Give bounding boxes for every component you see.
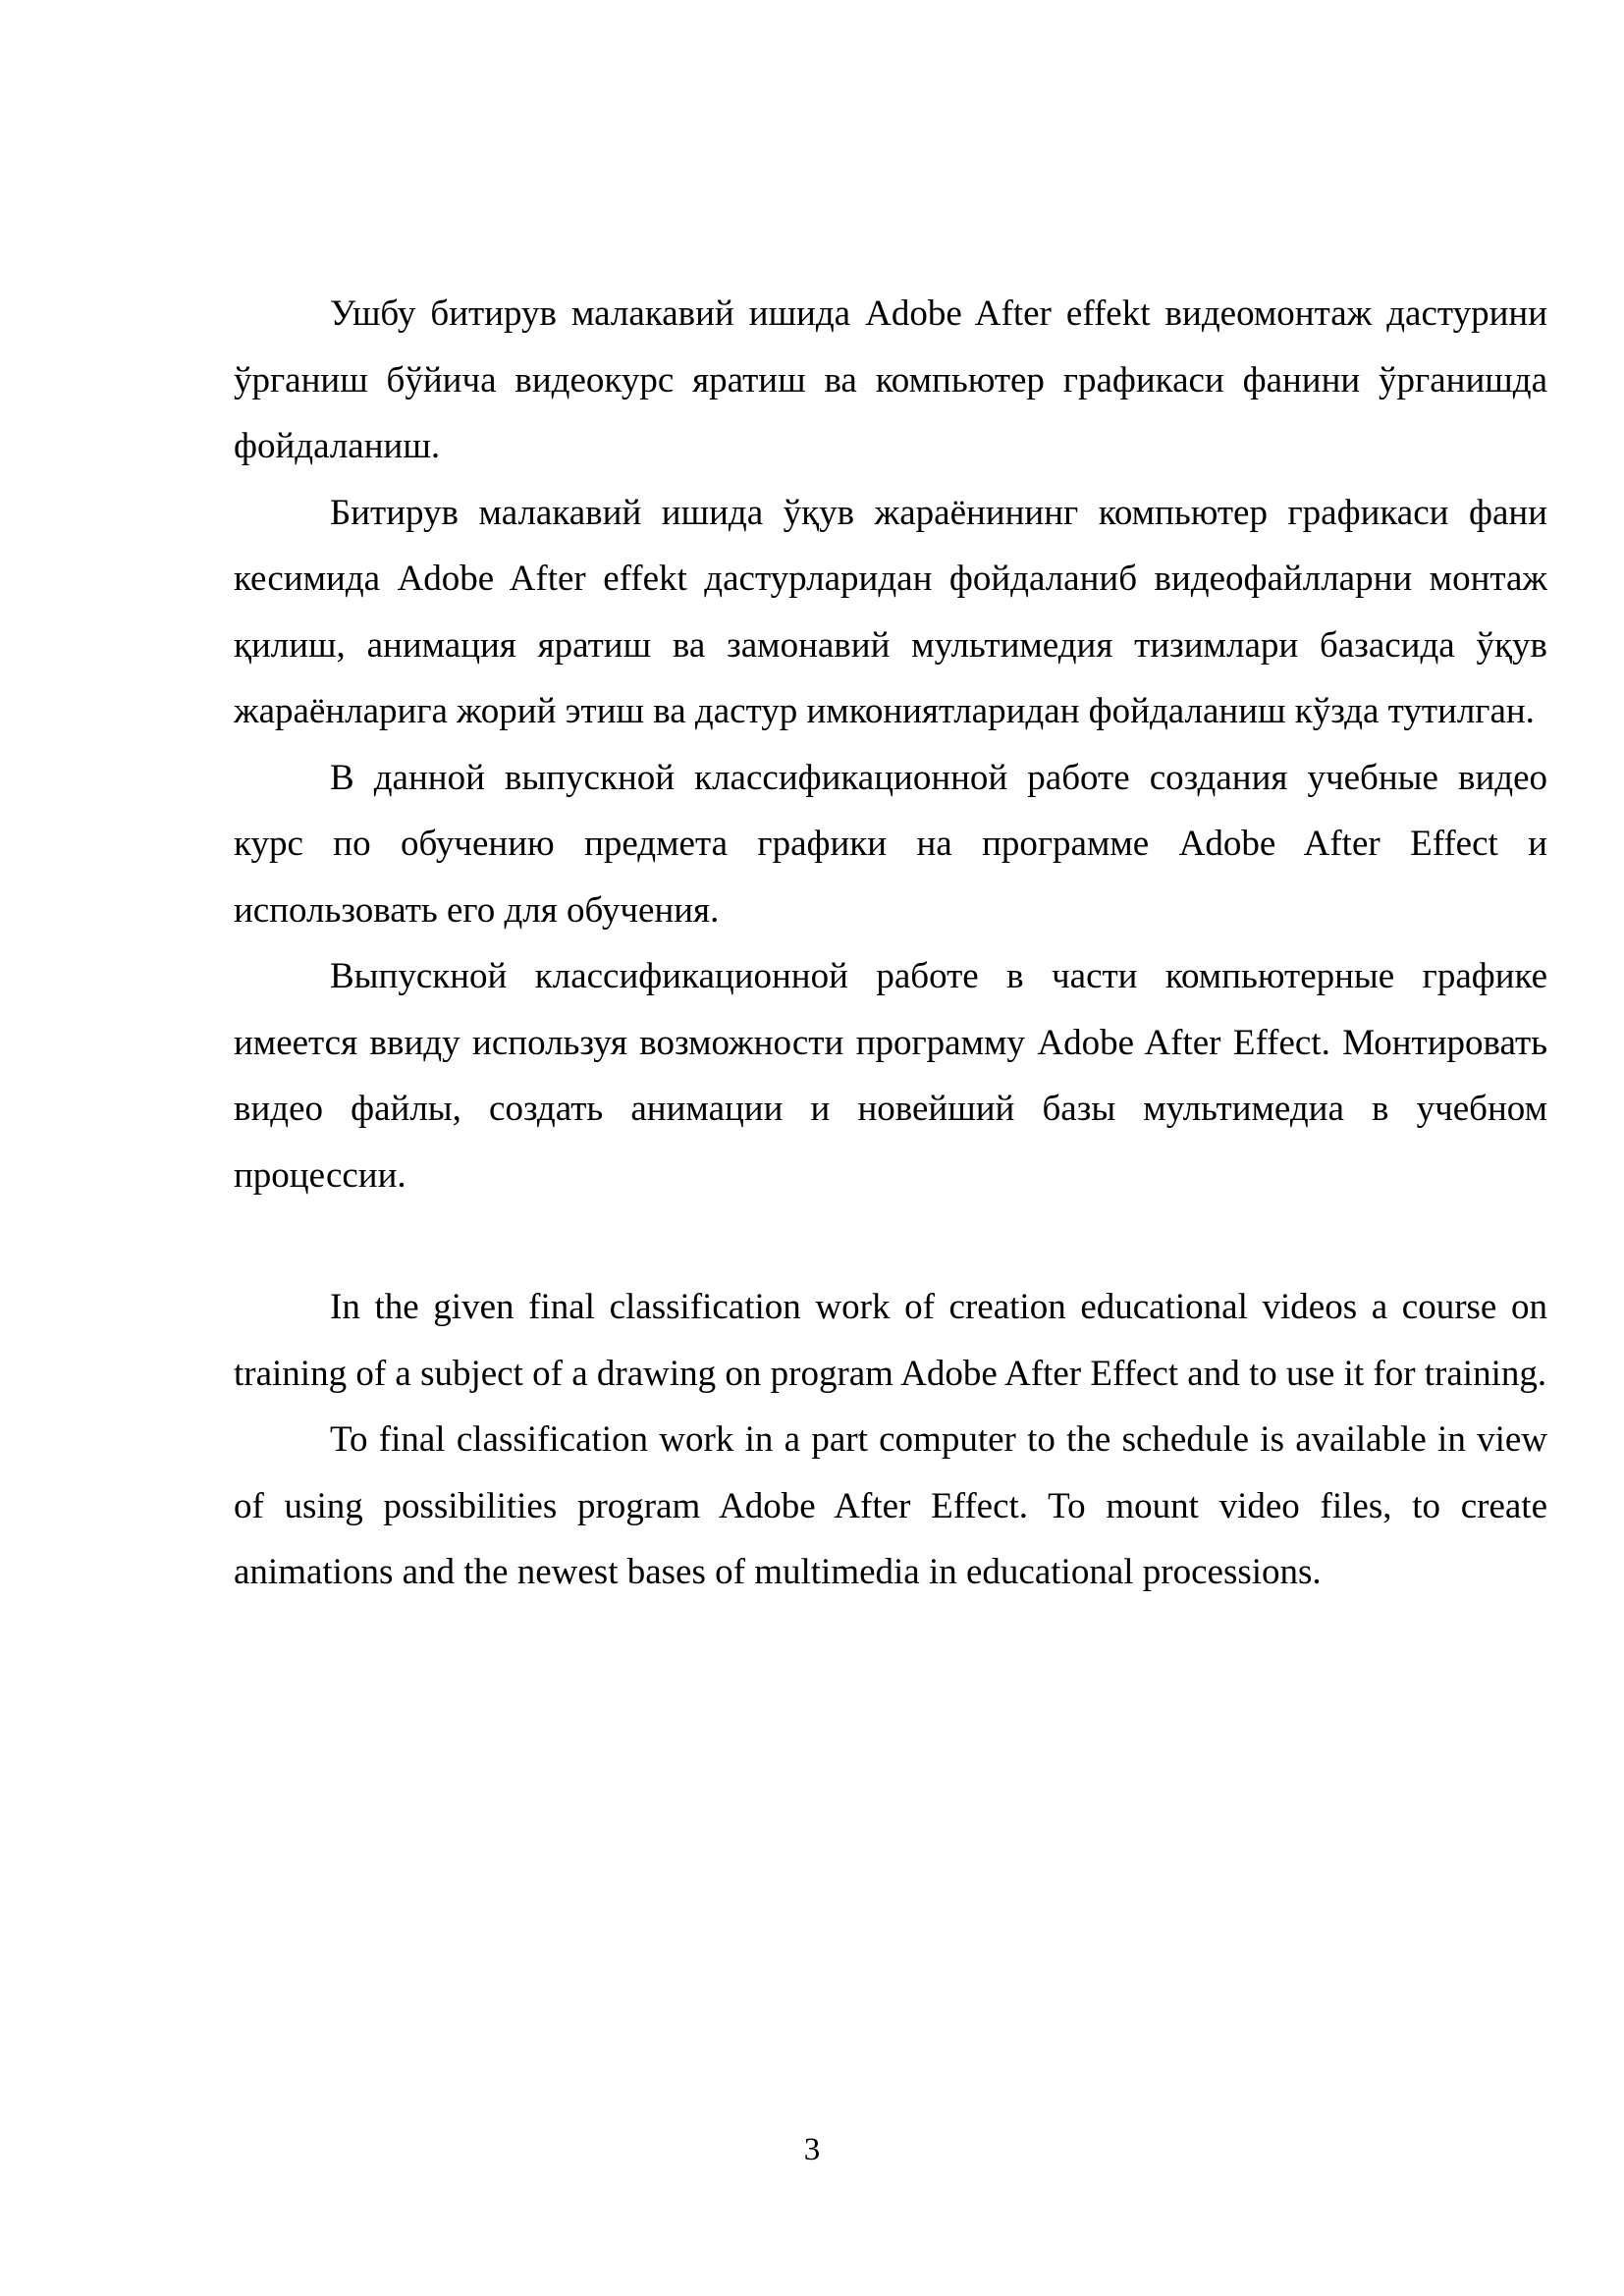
paragraph-ru-2: Выпускной классификационной работе в части компьютерные графике имеется ввиду используя возможности программу Adobe After Effect. Монтировать видео файлы, создать анимации и новейший базы мультимедиа в учебном процессии. [234,956,1547,1196]
paragraph-spacer [234,1208,1547,1274]
paragraph-en-2: To final classification work in a part computer to the schedule is available in view of using possibilities program Adobe After Effect. To mount video files, to create animations and the newest bases of multimedia in educational processions. [234,1419,1547,1592]
paragraph-en-1: In the given final classification work of creation educational videos a course on training of a subject of a drawing on program Adobe After Effect and to use it for training. [234,1287,1547,1394]
abstract-body [234,281,1547,1606]
page-number: 3 [803,2132,821,2167]
paragraph-uz-1: Ушбу битирув малакавий ишида Adobe After effekt видеомонтаж дастурини ўрганиш бўйича видеокурс яратиш ва компьютер графикаси фанини ўрганишда фойдаланиш. [234,294,1547,466]
paragraph-ru-1: В данной выпускной классификационной работе создания учебные видео курс по обучению предмета графики на программе Adobe After Effect и использовать его для обучения. [234,757,1547,931]
paragraph-uz-2: Битирув малакавий ишида ўқув жараёнининг компьютер графикаси фани кесимида Adobe After effekt дастурларидан фойдаланиб видеофайлларни монтаж қилиш, анимация яратиш ва замонавий мультимедия тизимлари базасида ўқув жараёнларига жорий этиш ва дастур имкониятларидан фойдаланиш кўзда тутилган. [234,492,1547,731]
